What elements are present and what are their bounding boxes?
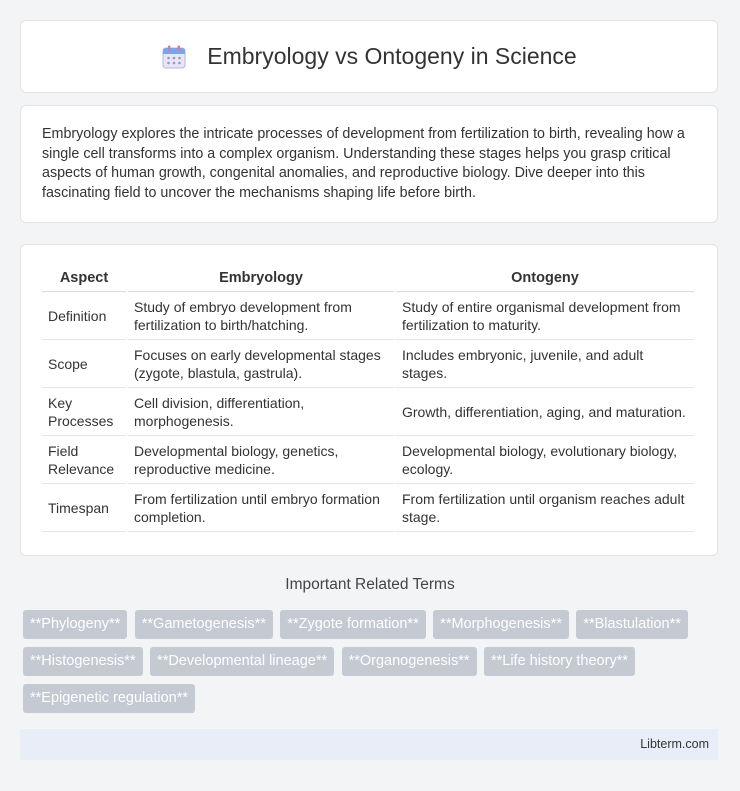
aspect-cell: Scope — [42, 340, 126, 388]
ontogeny-cell: Growth, differentiation, aging, and maturation. — [396, 388, 694, 436]
aspect-cell: Field Relevance — [42, 436, 126, 484]
related-term-tag[interactable]: **Gametogenesis** — [135, 610, 273, 639]
aspect-cell: Timespan — [42, 484, 126, 532]
related-terms-heading: Important Related Terms — [285, 576, 455, 593]
embryology-cell: Study of embryo development from fertilization to birth/hatching. — [128, 292, 394, 340]
ontogeny-cell: From fertilization until organism reaches adult stage. — [396, 484, 694, 532]
related-term-tag[interactable]: **Morphogenesis** — [433, 610, 569, 639]
comparison-table-card — [20, 244, 718, 556]
footer — [20, 729, 718, 760]
intro-paragraph: Embryology explores the intricate processes of development from fertilization to birth, revealing how a single cell transforms into a complex organism. Understanding these stages helps you grasp critical aspects of human growth, congenital anomalies, and reproductive biology. Dive deeper into this fascinating field to uncover the mechanisms shaping life before birth. — [42, 126, 685, 201]
ontogeny-cell: Includes embryonic, juvenile, and adult stages. — [396, 340, 694, 388]
page-title: Embryology vs Ontogeny in Science — [207, 43, 577, 69]
embryology-cell: From fertilization until embryo formation completion. — [128, 484, 394, 532]
related-term-tag[interactable]: **Blastulation** — [576, 610, 688, 639]
title-card — [20, 20, 718, 93]
ontogeny-cell: Developmental biology, evolutionary biology, ecology. — [396, 436, 694, 484]
embryology-cell: Focuses on early developmental stages (zygote, blastula, gastrula). — [128, 340, 394, 388]
related-term-tag[interactable]: **Developmental lineage** — [150, 647, 334, 676]
table-header-row — [42, 265, 694, 292]
embryology-cell: Cell division, differentiation, morphogenesis. — [128, 388, 394, 436]
comparison-table — [40, 265, 696, 532]
related-term-tag[interactable]: **Organogenesis** — [342, 647, 477, 676]
column-header-ontogeny: Ontogeny — [396, 265, 694, 292]
table-row — [42, 388, 694, 436]
related-term-tag[interactable]: **Histogenesis** — [23, 647, 143, 676]
aspect-cell: Key Processes — [42, 388, 126, 436]
related-terms-list — [23, 610, 723, 721]
footer-site-link[interactable]: Libterm.com — [640, 737, 709, 751]
related-term-tag[interactable]: **Life history theory** — [484, 647, 635, 676]
embryology-cell: Developmental biology, genetics, reproductive medicine. — [128, 436, 394, 484]
ontogeny-cell: Study of entire organismal development from fertilization to maturity. — [396, 292, 694, 340]
column-header-embryology: Embryology — [128, 265, 394, 292]
table-row — [42, 340, 694, 388]
table-row — [42, 292, 694, 340]
related-term-tag[interactable]: **Phylogeny** — [23, 610, 127, 639]
column-header-aspect: Aspect — [42, 265, 126, 292]
table-row — [42, 484, 694, 532]
table-row — [42, 436, 694, 484]
related-term-tag[interactable]: **Zygote formation** — [280, 610, 425, 639]
related-term-tag[interactable]: **Epigenetic regulation** — [23, 684, 195, 713]
aspect-cell: Definition — [42, 292, 126, 340]
intro-card — [20, 105, 718, 223]
calendar-icon — [161, 44, 187, 70]
